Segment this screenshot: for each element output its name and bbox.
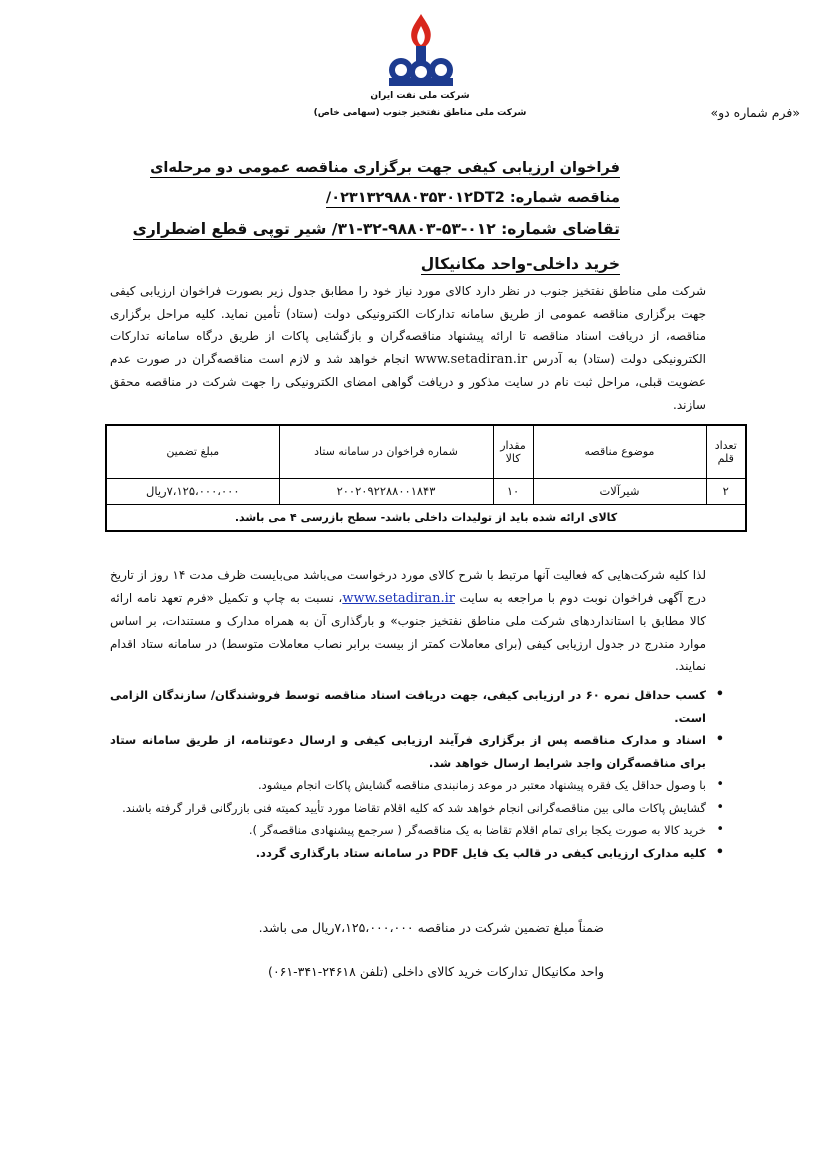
guarantee-note: ضمناً مبلغ تضمین شرکت در مناقصه ۷،۱۲۵،۰۰۰،۰۰۰ریال می باشد. <box>258 920 604 935</box>
header-subject: موضوع مناقصه <box>533 425 706 478</box>
table-footer-note: کالای ارائه شده باید از تولیدات داخلی باشد- سطح بازرسی ۴ می باشد. <box>106 505 746 532</box>
list-item: • با وصول حداقل یک فقره پیشنهاد معتبر در موعد زمانبندی مناقصه گشایش پاکات انجام میشود. <box>110 774 706 797</box>
list-item: • اسناد و مدارک مناقصه پس از برگزاری فرآیند ارزیابی کیفی و ارسال دعوتنامه، از طریق سامانه ستاد برای مناقصه‌گران واجد شرایط ارسال خواهد شد. <box>110 729 706 774</box>
header-call-number: شماره فراخوان در سامانه ستاد <box>279 425 493 478</box>
header-quantity: مقدار کالا <box>493 425 533 478</box>
table-row <box>106 478 746 505</box>
nioc-logo <box>385 12 457 90</box>
intro-part-1: شرکت ملی مناطق نفتخیز جنوب در نظر دارد کالای مورد نیاز خود را مطابق جدول زیر بصورت فراخوان ارزیابی کیفی جهت برگزاری مناقصه عمومی از طریق سامانه تدارکات الکترونیکی دولت (ستاد) تأمین نماید. کلیه مراحل برگزاری مناقصه، از دریافت اسناد مناقصه تا ارائه پیشنهاد مناقصه‌گران و بازگشایی پاکات از طریق درگاه سامانه تدارکات الکترونیکی دولت (ستاد) به آدرس <box>110 284 706 366</box>
unit-title <box>90 255 620 273</box>
intro-paragraph <box>110 280 706 416</box>
cell-call-number: ۲۰۰۲۰۹۲۲۸۸۰۰۱۸۴۳ <box>279 478 493 505</box>
contact-line: واحد مکانیکال تدارکات خرید کالای داخلی (تلفن ۲۴۶۱۸-۳۴۱-۰۶۱) <box>268 964 604 979</box>
table-footer-row <box>106 505 746 532</box>
tender-number-text: مناقصه شماره: ۰۲۳۱۳۲۹۸۸۰۳۵۳۰۱۲DT2/ <box>325 190 620 206</box>
cell-quantity: ۱۰ <box>493 478 533 505</box>
company-name <box>300 88 540 122</box>
list-item: • گشایش پاکات مالی بین مناقصه‌گرانی انجام خواهد شد که کلیه اقلام تقاضا مورد تأیید کمیته فنی بازرگانی قرار گرفته باشند. <box>110 797 706 820</box>
conditions-list <box>110 684 728 864</box>
tender-number <box>90 190 620 206</box>
header-count: تعداد قلم <box>706 425 746 478</box>
unit-title-text: خرید داخلی-واحد مکانیکال <box>420 255 620 273</box>
main-title-text: فراخوان ارزیابی کیفی جهت برگزاری مناقصه عمومی دو مرحله‌ای <box>150 160 620 176</box>
cell-count: ۲ <box>706 478 746 505</box>
tender-table <box>105 424 747 532</box>
form-number: «فرم شماره دو» <box>710 105 800 120</box>
request-number <box>90 220 620 238</box>
intro-part-2: انجام خواهد شد و لازم است مناقصه‌گران در صورت عدم عضویت قبلی، مراحل ثبت نام در سایت مذکور و دریافت گواهی امضای الکترونیکی را جهت شرکت در مناقصه محقق سازند. <box>110 351 706 412</box>
body-paragraph <box>110 564 706 678</box>
main-title <box>90 160 620 176</box>
list-item: • کلیه مدارک ارزیابی کیفی در قالب یک فایل PDF در سامانه ستاد بارگذاری گردد. <box>110 842 706 865</box>
company-line-1: شرکت ملی نفت ایران <box>370 91 470 101</box>
intro-url[interactable]: www.setadiran.ir <box>414 351 528 367</box>
list-item: • کسب حداقل نمره ۶۰ در ارزیابی کیفی، جهت دریافت اسناد مناقصه توسط فروشندگان/ سازندگان الزامی است. <box>110 684 706 729</box>
cell-subject: شیرآلات <box>533 478 706 505</box>
cell-guarantee: ۷،۱۲۵،۰۰۰،۰۰۰ریال <box>106 478 279 505</box>
setadiran-link[interactable]: www.setadiran.ir <box>342 590 455 606</box>
list-item: • خرید کالا به صورت یکجا برای تمام اقلام تقاضا به یک مناقصه‌گر ( سرجمع پیشنهادی مناقصه‌گر ). <box>110 819 706 842</box>
header-guarantee: مبلغ تضمین <box>106 425 279 478</box>
table-header-row <box>106 425 746 478</box>
body-part-2: ، نسبت به چاپ و تکمیل «فرم تعهد نامه ارائه کالا مطابق با استانداردهای شرکت ملی مناطق نفتخیز جنوب» و بارگذاری آن به همراه مدارک و مستندات، بر اساس موارد مندرج در جدول ارزیابی کیفی (برای معاملات کمتر از بیست برابر نصاب معاملات متوسط) در سامانه ستاد اقدام نمایند. <box>110 590 706 673</box>
company-line-2: شرکت ملی مناطق نفتخیز جنوب (سهامی خاص) <box>313 108 527 118</box>
request-number-text: تقاضای شماره: ۰۱۲-۵۳-۹۸۸۰۳-۳۲-۳۱/ شیر توپی قطع اضطراری <box>132 220 620 238</box>
body-part-1: لذا کلیه شرکت‌هایی که فعالیت آنها مرتبط با شرح کالای مورد درخواست می‌باشد می‌بایست ظرف مدت ۱۴ روز از تاریخ درج آگهی فراخوان نوبت دوم با مراجعه به سایت <box>110 568 706 605</box>
